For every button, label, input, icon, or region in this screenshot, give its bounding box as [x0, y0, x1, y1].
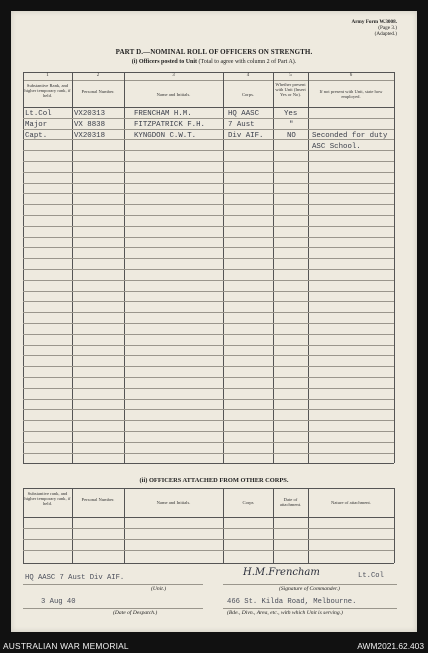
part-d-subtitle-rest: (Total to agree with column 2 of Part A).	[197, 59, 297, 65]
ruled-line	[23, 172, 394, 173]
ruled-line	[23, 377, 394, 378]
ruled-line	[23, 453, 394, 454]
attached-header-rank: Substantive rank, and higher temporary rank, if held.	[24, 491, 71, 507]
despatch-date-caption: (Date of Despatch.)	[113, 610, 158, 616]
form-name: Army Form W.3008.	[351, 19, 397, 25]
column-number-6: 6	[349, 73, 353, 78]
ruled-line	[23, 312, 394, 313]
cell-present: NO	[287, 132, 296, 140]
ruled-line	[23, 323, 394, 324]
cell-employed: ASC School.	[312, 143, 361, 151]
ruled-line	[23, 409, 394, 410]
ruled-line	[23, 388, 394, 389]
column-number-3: 3	[172, 73, 175, 78]
ruled-line	[23, 399, 394, 400]
cell-name: KYNGDON C.W.T.	[134, 132, 197, 140]
cell-number: VX 8838	[74, 121, 106, 129]
ruled-line	[23, 528, 394, 529]
document-page	[11, 11, 417, 632]
ruled-line	[23, 258, 394, 259]
attached-header-date: Date of attachment.	[279, 497, 302, 508]
cell-corps: HQ AASC	[228, 110, 260, 118]
header-rank: Substantive Rank, and higher temporary rank, if held.	[24, 83, 71, 99]
cell-employed: Seconded for duty	[312, 132, 388, 140]
cell-number: VX20313	[74, 110, 106, 118]
ruled-line	[23, 431, 394, 432]
part-d-title: PART D.—NOMINAL ROLL OF OFFICERS ON STRENGTH.	[115, 48, 313, 56]
attached-header-nature: Nature of attachment.	[331, 500, 371, 505]
cell-corps: Div AIF.	[228, 132, 264, 140]
column-number-5: 5	[289, 73, 292, 78]
ruled-line	[23, 442, 394, 443]
ruled-line	[23, 539, 394, 540]
credit-institution: AUSTRALIAN WAR MEMORIAL	[3, 641, 129, 651]
signature-caption: (Signature of Commander.)	[279, 586, 340, 592]
despatch-date-value: 3 Aug 40	[41, 598, 76, 606]
header-name: Name and Initials.	[156, 92, 191, 97]
column-number-1: 1	[46, 73, 49, 78]
ruled-line	[23, 550, 394, 551]
ruled-line	[23, 291, 394, 292]
cell-number: VX20318	[74, 132, 106, 140]
column-number-2: 2	[96, 73, 100, 78]
ruled-line	[23, 226, 394, 227]
form-page: (Page 3.)	[378, 25, 397, 31]
attached-header-corps: Corps	[242, 500, 254, 505]
cell-rank: Major	[25, 121, 48, 129]
cell-rank: Capt.	[25, 132, 48, 140]
attached-officers-title: (ii) OFFICERS ATTACHED FROM OTHER CORPS.	[139, 477, 289, 484]
ruled-line	[23, 193, 394, 194]
ruled-line	[23, 420, 394, 421]
header-personal-number: Personal Number.	[81, 89, 115, 94]
column-number-4: 4	[246, 73, 250, 78]
cell-name: FRENCHAM H.M.	[134, 110, 192, 118]
part-d-subtitle	[11, 59, 417, 65]
ruled-line	[23, 345, 394, 346]
address-caption: (Bde., Divn., Area, etc., with which Unit is serving.)	[227, 610, 343, 616]
commander-signature: H.M.Frencham	[243, 567, 320, 578]
cell-rank: Lt.Col	[25, 110, 52, 118]
part-d-subtitle-bold: (i) Officers posted to Unit	[131, 59, 198, 65]
ruled-line	[23, 301, 394, 302]
ruled-line	[23, 161, 394, 162]
header-corps: Corps.	[241, 92, 255, 97]
form-identifier	[307, 19, 397, 37]
signature-rank: Lt.Col	[358, 572, 384, 580]
ruled-line	[23, 366, 394, 367]
cell-present: Yes	[284, 110, 298, 118]
ruled-line	[23, 204, 394, 205]
unit-caption: (Unit.)	[151, 586, 167, 592]
attached-header-name: Name and Initials.	[156, 500, 191, 505]
address-value: 466 St. Kilda Road, Melbourne.	[227, 598, 357, 606]
cell-present: "	[289, 121, 294, 129]
form-adapted: (Adapted.)	[374, 31, 397, 37]
unit-value: HQ AASC 7 Aust Div AIF.	[25, 574, 125, 582]
cell-name: FITZPATRICK F.H.	[134, 121, 205, 129]
cell-corps: 7 Aust	[228, 121, 255, 129]
header-present: Whether present with Unit (Insert Yes or No).	[275, 82, 306, 98]
header-employed: If not present with Unit, state how employed.	[319, 89, 383, 100]
attached-header-personal-number: Personal Number.	[81, 497, 115, 502]
credit-accession-number: AWM2021.62.403	[357, 641, 424, 651]
ruled-line	[23, 355, 394, 356]
ruled-line	[23, 280, 394, 281]
ruled-line	[23, 247, 394, 248]
ruled-line	[23, 237, 394, 238]
ruled-line	[23, 215, 394, 216]
ruled-line	[23, 269, 394, 270]
ruled-line	[23, 183, 394, 184]
ruled-line	[23, 334, 394, 335]
